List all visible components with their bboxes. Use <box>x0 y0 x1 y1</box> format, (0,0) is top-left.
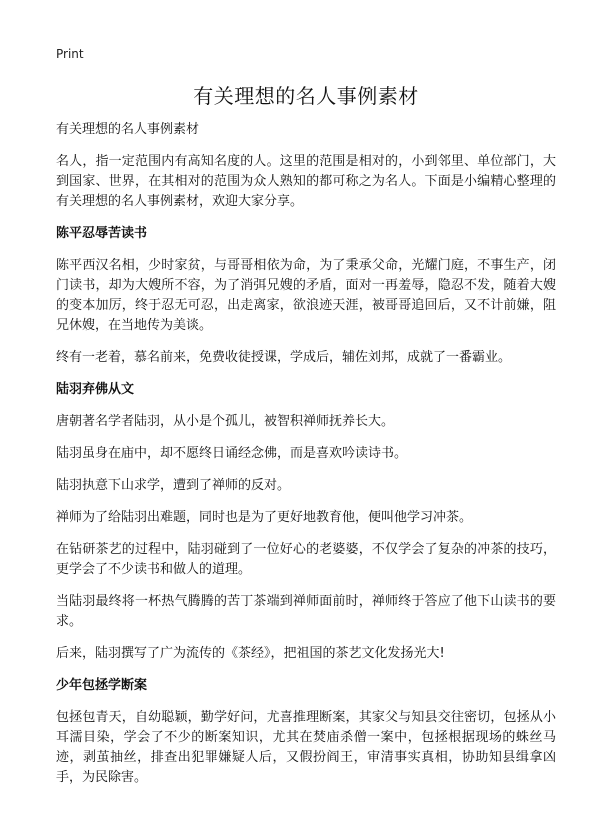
section-paragraph: 陈平西汉名相，少时家贫，与哥哥相依为命，为了秉承父命，光耀门庭，不事生产，闭门读书，却为大嫂所不容，为了消弭兄嫂的矛盾，面对一再羞辱，隐忍不发，随着大嫂的变本加厉，终于忍无可忍，出走离家，欲浪迹天涯，被哥哥追回后，又不计前嫌，阻兄休嫂，在当地传为美谈。 <box>56 258 556 333</box>
section-paragraph: 包拯包青天，自幼聪颖，勤学好问，尤喜推理断案，其家父与知县交往密切，包拯从小耳濡目染，学会了不少的断案知识，尤其在焚庙杀僧一案中，包拯根据现场的蛛丝马迹，剥茧抽丝，排查出犯罪嫌疑人后，又假扮阎王，审清事实真相，协助知县缉拿凶手，为民除害。 <box>56 710 556 785</box>
document-subtitle: 有关理想的名人事例素材 <box>56 122 200 137</box>
section-paragraph: 在钻研茶艺的过程中，陆羽碰到了一位好心的老婆婆，不仅学会了复杂的冲茶的技巧，更学会了不少读书和做人的道理。 <box>56 542 556 577</box>
intro-paragraph: 名人，指一定范围内有高知名度的人。这里的范围是相对的，小到邻里、单位部门，大到国家、世界，在其相对的范围为众人熟知的都可称之为名人。下面是小编精心整理的有关理想的名人事例素材，欢迎大家分享。 <box>56 154 556 209</box>
print-link[interactable]: Print <box>56 47 84 61</box>
document-page <box>56 46 556 800</box>
section-paragraph: 陆羽执意下山求学，遭到了禅师的反对。 <box>56 478 291 493</box>
section-heading-bao-zheng: 少年包拯学断案 <box>56 678 148 693</box>
section-paragraph: 终有一老着，慕名前来，免费收徒授课，学成后，辅佐刘邦，成就了一番霸业。 <box>56 350 512 365</box>
section-heading-lu-yu: 陆羽弃佛从文 <box>56 382 135 397</box>
section-paragraph: 禅师为了给陆羽出难题，同时也是为了更好地教育他，便叫他学习冲茶。 <box>56 510 473 525</box>
document-title: 有关理想的名人事例素材 <box>193 84 419 108</box>
section-paragraph: 陆羽虽身在庙中，却不愿终日诵经念佛，而是喜欢吟读诗书。 <box>56 446 408 461</box>
section-paragraph: 唐朝著名学者陆羽，从小是个孤儿，被智积禅师抚养长大。 <box>56 414 395 429</box>
section-heading-chen-ping: 陈平忍辱苦读书 <box>56 226 148 241</box>
section-paragraph: 当陆羽最终将一杯热气腾腾的苦丁茶端到禅师面前时，禅师终于答应了他下山读书的要求。 <box>56 594 556 629</box>
section-paragraph: 后来，陆羽撰写了广为流传的《茶经》，把祖国的茶艺文化发扬光大! <box>56 646 445 661</box>
